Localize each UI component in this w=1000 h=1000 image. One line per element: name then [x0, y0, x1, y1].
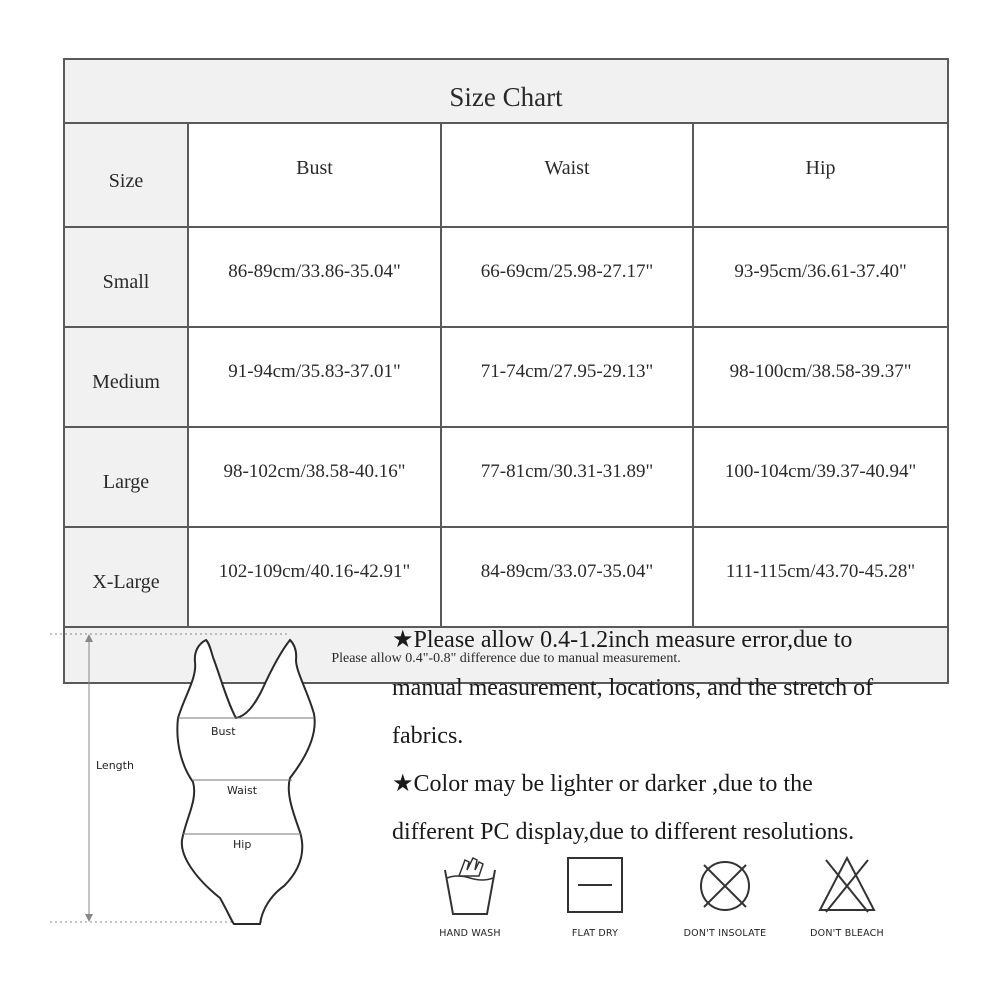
table-row	[64, 227, 948, 327]
flat-dry-icon	[560, 852, 630, 922]
measurement-footnote: Please allow 0.4"-0.8" difference due to manual measurement.	[64, 627, 948, 683]
care-item-insolate	[670, 852, 780, 952]
row-label-medium: Medium	[64, 327, 188, 427]
length-label: Length	[96, 759, 134, 772]
table-row	[64, 427, 948, 527]
bust-large: 98-102cm/38.58-40.16"	[188, 427, 441, 527]
waist-large: 77-81cm/30.31-31.89"	[441, 427, 693, 527]
table-row	[64, 327, 948, 427]
care-label-bleach: DON'T BLEACH	[810, 928, 884, 939]
waist-small: 66-69cm/25.98-27.17"	[441, 227, 693, 327]
swimsuit-outline	[177, 640, 314, 924]
do-not-bleach-icon	[812, 852, 882, 922]
header-hip: Hip	[693, 123, 948, 227]
hip-label: Hip	[233, 838, 252, 851]
hip-small: 93-95cm/36.61-37.40"	[693, 227, 948, 327]
hip-x-large: 111-115cm/43.70-45.28"	[693, 527, 948, 627]
length-arrow-top	[85, 634, 93, 642]
bust-medium: 91-94cm/35.83-37.01"	[188, 327, 441, 427]
waist-medium: 71-74cm/27.95-29.13"	[441, 327, 693, 427]
note-line: ★Please allow 0.4-1.2inch measure error,due to	[392, 627, 853, 653]
care-label-insolate: DON'T INSOLATE	[683, 928, 767, 939]
waist-x-large: 84-89cm/33.07-35.04"	[441, 527, 693, 627]
size-chart-title: Size Chart	[64, 59, 948, 123]
care-label-hand-wash: HAND WASH	[439, 928, 501, 939]
bust-x-large: 102-109cm/40.16-42.91"	[188, 527, 441, 627]
bust-small: 86-89cm/33.86-35.04"	[188, 227, 441, 327]
care-item-flat-dry	[540, 852, 650, 952]
row-label-small: Small	[64, 227, 188, 327]
header-waist: Waist	[441, 123, 693, 227]
note-line: fabrics.	[392, 723, 464, 749]
note-line: ★Color may be lighter or darker ,due to the	[392, 771, 813, 797]
note-line: different PC display,due to different resolutions.	[392, 819, 855, 845]
size-chart-table	[63, 58, 949, 684]
care-item-hand-wash	[415, 852, 525, 952]
hand-wash-icon	[435, 852, 505, 922]
waist-label: Waist	[227, 784, 258, 797]
hip-medium: 98-100cm/38.58-39.37"	[693, 327, 948, 427]
row-label-x-large: X-Large	[64, 527, 188, 627]
header-bust: Bust	[188, 123, 441, 227]
table-row	[64, 527, 948, 627]
hip-large: 100-104cm/39.37-40.94"	[693, 427, 948, 527]
row-label-large: Large	[64, 427, 188, 527]
swimsuit-measurement-diagram	[0, 620, 380, 940]
care-notes	[392, 616, 992, 856]
care-item-bleach	[792, 852, 902, 952]
length-arrow-bottom	[85, 914, 93, 922]
header-size: Size	[64, 123, 188, 227]
note-line: manual measurement, locations, and the stretch of	[392, 675, 874, 701]
care-label-flat-dry: FLAT DRY	[571, 928, 619, 939]
bust-label: Bust	[211, 725, 236, 738]
do-not-tumble-icon	[690, 852, 760, 922]
